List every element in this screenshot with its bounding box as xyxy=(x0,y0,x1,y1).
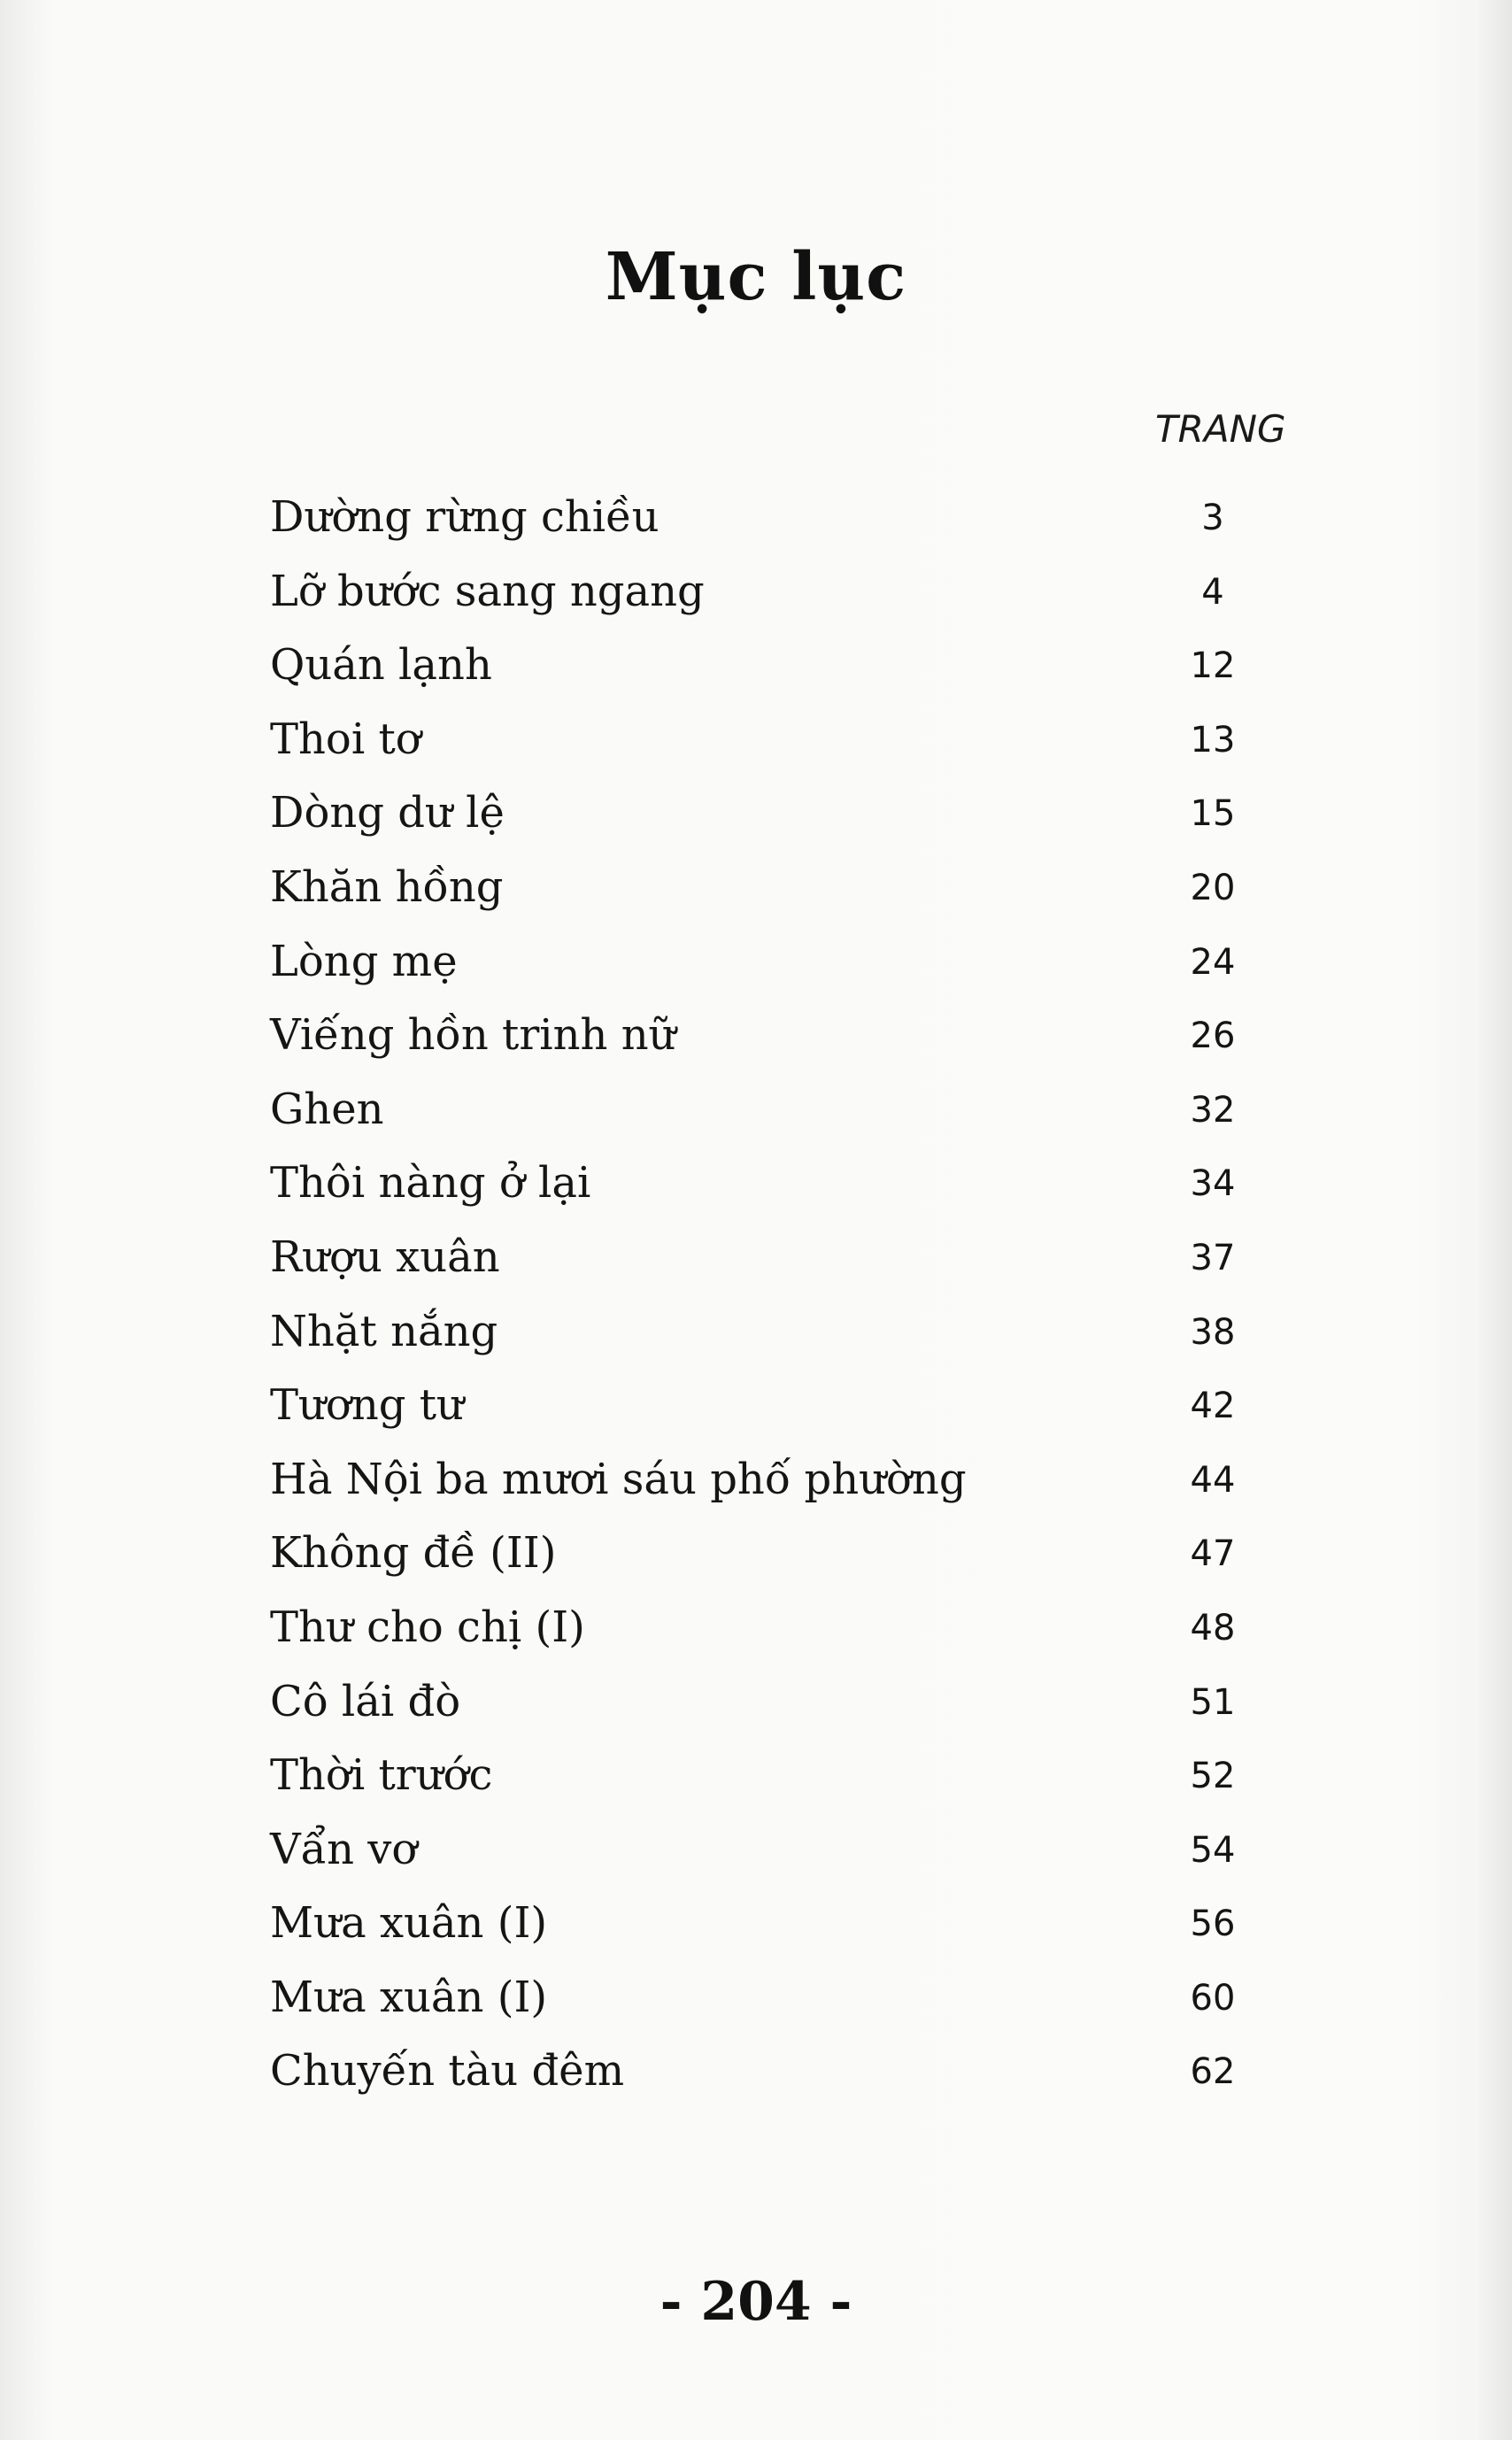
toc-entry-page: 15 xyxy=(1190,793,1236,835)
toc-entry-title: Thoi tơ xyxy=(270,714,421,764)
toc-entry-page: 62 xyxy=(1190,2051,1236,2093)
toc-entry xyxy=(270,1232,1270,1307)
toc-entry xyxy=(270,1085,1270,1159)
toc-entry xyxy=(270,567,1270,641)
toc-entry-title: Khăn hồng xyxy=(270,861,504,912)
toc-entry xyxy=(270,862,1270,937)
toc-entry-title: Viếng hồn trinh nữ xyxy=(270,1010,676,1061)
toc-entry-title: Vẩn vơ xyxy=(270,1824,418,1874)
toc-entry-title: Thôi nàng ở lại xyxy=(270,1158,591,1208)
toc-entry-page: 26 xyxy=(1190,1015,1236,1057)
toc-entry xyxy=(270,492,1270,567)
toc-entry xyxy=(270,640,1270,714)
toc-entry xyxy=(270,2046,1270,2120)
toc-entry xyxy=(270,1010,1270,1085)
toc-entry-page: 38 xyxy=(1190,1311,1236,1353)
toc-entry-page: 3 xyxy=(1201,498,1224,538)
page-number: - 204 - xyxy=(660,2271,852,2333)
toc-entry-title: Hà Nội ba mươi sáu phố phường xyxy=(270,1454,967,1504)
toc-entry xyxy=(270,1750,1270,1825)
toc-entry-title: Dòng dư lệ xyxy=(270,788,505,838)
toc-entry-page: 34 xyxy=(1190,1163,1236,1205)
toc-entry-page: 52 xyxy=(1190,1756,1236,1797)
toc-entry-title: Tương tư xyxy=(270,1380,464,1431)
toc-entry-page: 37 xyxy=(1190,1237,1236,1278)
toc-entry xyxy=(270,1528,1270,1602)
toc-entry-title: Quán lạnh xyxy=(270,640,492,691)
toc-entry-page: 13 xyxy=(1190,719,1236,761)
toc-entry-page: 42 xyxy=(1190,1386,1236,1427)
toc-entry xyxy=(270,1455,1270,1529)
toc-entry-page: 54 xyxy=(1190,1829,1236,1871)
toc-entry xyxy=(270,1380,1270,1455)
toc-entry-page: 47 xyxy=(1190,1533,1236,1575)
toc-entry-title: Thư cho chị (I) xyxy=(270,1602,585,1652)
toc-entry-title: Rượu xuân xyxy=(270,1232,500,1282)
toc-entry xyxy=(270,1158,1270,1232)
toc-entry-page: 56 xyxy=(1190,1903,1236,1945)
toc-entry-page: 51 xyxy=(1190,1681,1236,1723)
toc-entry-title: Ghen xyxy=(270,1084,384,1134)
toc-entry-title: Chuyến tàu đêm xyxy=(270,2046,625,2096)
toc-entry-page: 48 xyxy=(1190,1607,1236,1649)
toc-entry xyxy=(270,788,1270,862)
toc-entry-page: 20 xyxy=(1190,867,1236,908)
toc-entry xyxy=(270,1973,1270,2047)
toc-entry xyxy=(270,1898,1270,1973)
toc-entry xyxy=(270,937,1270,1011)
toc-entry-page: 44 xyxy=(1190,1459,1236,1501)
toc-entry-title: Mưa xuân (I) xyxy=(270,1898,548,1949)
toc-entry xyxy=(270,714,1270,789)
toc-entry-title: Nhặt nắng xyxy=(270,1306,498,1356)
toc-entry xyxy=(270,1825,1270,1899)
toc-entry-page: 4 xyxy=(1201,571,1224,613)
page-title: Mục lục xyxy=(605,239,907,315)
toc-entry-title: Lòng mẹ xyxy=(270,936,458,986)
toc-entry-page: 60 xyxy=(1190,1977,1236,2019)
toc-entry-page: 24 xyxy=(1190,941,1236,983)
toc-entry-title: Thời trước xyxy=(270,1750,493,1801)
toc-entry-title: Lỡ bước sang ngang xyxy=(270,566,705,616)
toc-entry xyxy=(270,1307,1270,1381)
toc-entry xyxy=(270,1602,1270,1677)
toc-entry-title: Cô lái đò xyxy=(270,1676,461,1726)
toc-entry-title: Không đề (II) xyxy=(270,1528,557,1579)
page-edge-shadow xyxy=(1477,0,1512,2440)
toc-entry-page: 12 xyxy=(1190,645,1236,687)
toc-entry-page: 32 xyxy=(1190,1089,1236,1131)
table-of-contents xyxy=(270,492,1270,2120)
toc-entry-title: Dường rừng chiều xyxy=(270,492,660,542)
toc-entry-title: Mưa xuân (I) xyxy=(270,1972,548,2022)
toc-entry xyxy=(270,1677,1270,1751)
page-column-header: TRANG xyxy=(1155,407,1286,451)
